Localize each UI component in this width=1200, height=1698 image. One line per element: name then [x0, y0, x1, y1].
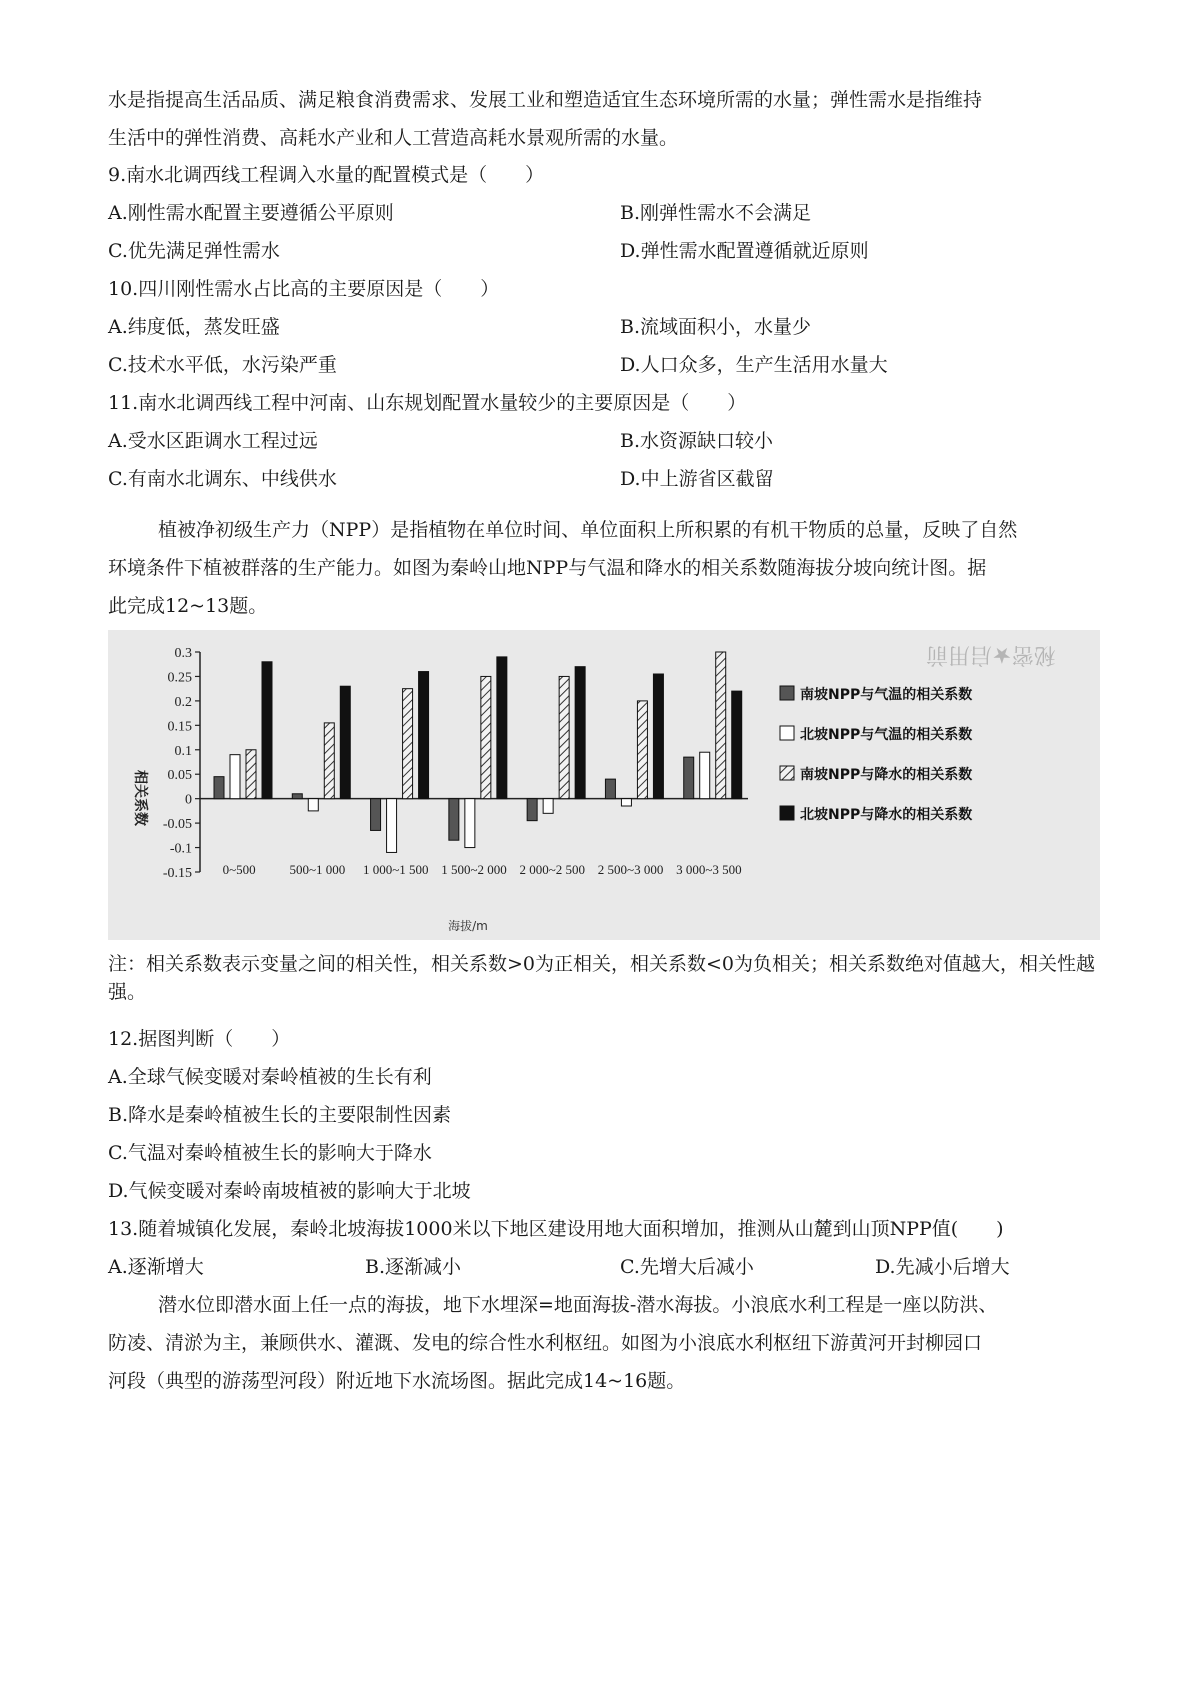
bar-s4-25003000: [653, 674, 663, 799]
x-tick-label: 2 500~3 000: [597, 862, 664, 877]
passage2-line-1: 植被净初级生产力（NPP）是指植物在单位时间、单位面积上所积累的有机干物质的总量，反映了自然: [158, 519, 1018, 541]
q13-option-a[interactable]: A.逐渐增大: [108, 1256, 204, 1278]
y-tick-label: -0.1: [169, 841, 192, 857]
x-tick-label: 500~1 000: [289, 862, 346, 877]
y-tick-label: 0.15: [167, 719, 192, 735]
q12-stem: 12.据图判断（ ）: [108, 1028, 291, 1050]
x-tick-label: 2 000~2 500: [519, 862, 586, 877]
bar-s1-25003000: [605, 779, 615, 799]
q9-option-d[interactable]: D.弹性需水配置遵循就近原则: [620, 240, 869, 262]
npp-correlation-chart: [108, 630, 1100, 940]
chart-note: 注：相关系数表示变量之间的相关性，相关系数>0为正相关，相关系数<0为负相关；相关系数绝对值越大，相关性越强。: [108, 953, 1096, 1003]
x-tick-label: 3 000~3 500: [676, 862, 742, 877]
x-tick-label: 1 500~2 000: [441, 862, 507, 877]
y-tick-label: 0.1: [174, 743, 192, 759]
bar-s4-10001500: [419, 672, 429, 799]
bar-s3-5001000: [324, 723, 334, 799]
q9-option-b[interactable]: B.刚弹性需水不会满足: [620, 202, 812, 224]
bar-s2-15002000: [465, 799, 475, 848]
x-tick-label: 1 000~1 500: [362, 862, 429, 877]
bar-s3-10001500: [403, 689, 413, 799]
legend-swatch-4: [780, 806, 794, 820]
passage3-line-2: 防凌、清淤为主，兼顾供水、灌溉、发电的综合性水利枢纽。如图为小浪底水利枢纽下游黄河开封柳园口: [108, 1332, 983, 1354]
bar-s1-20002500: [527, 799, 537, 821]
y-tick-label: -0.05: [162, 817, 192, 833]
bar-s2-5001000: [308, 799, 318, 811]
bar-s4-0500: [262, 662, 272, 799]
q12-option-b[interactable]: B.降水是秦岭植被生长的主要限制性因素: [108, 1104, 452, 1126]
q9-option-a[interactable]: A.刚性需水配置主要遵循公平原则: [108, 202, 394, 224]
q12-option-d[interactable]: D.气候变暖对秦岭南坡植被的影响大于北坡: [108, 1180, 471, 1202]
bar-s2-20002500: [543, 799, 553, 814]
legend-label-1: 南坡NPP与气温的相关系数: [800, 687, 973, 703]
legend-label-2: 北坡NPP与气温的相关系数: [800, 727, 973, 743]
q11-option-d[interactable]: D.中上游省区截留: [620, 468, 774, 490]
q13-option-b[interactable]: B.逐渐减小: [365, 1256, 462, 1278]
q10-stem: 10.四川刚性需水占比高的主要原因是（ ）: [108, 278, 500, 300]
q13-option-d[interactable]: D.先减小后增大: [875, 1256, 1010, 1278]
y-tick-label: 0.2: [174, 694, 192, 710]
bar-s1-0500: [214, 777, 224, 799]
q10-option-b[interactable]: B.流域面积小，水量少: [620, 316, 812, 338]
y-tick-label: 0.3: [174, 646, 192, 661]
q12-option-c[interactable]: C.气温对秦岭植被生长的影响大于降水: [108, 1142, 432, 1164]
bar-s4-15002000: [497, 657, 507, 799]
x-axis-title: 海拔/m: [448, 919, 488, 933]
y-tick-label: -0.15: [162, 866, 192, 881]
q10-option-c[interactable]: C.技术水平低，水污染严重: [108, 354, 337, 376]
bar-s3-20002500: [559, 676, 569, 798]
bar-s3-25003000: [637, 701, 647, 799]
intro-line-2: 生活中的弹性消费、高耗水产业和人工营造高耗水景观所需的水量。: [108, 127, 679, 149]
q13-option-c[interactable]: C.先增大后减小: [620, 1256, 754, 1278]
q12-option-a[interactable]: A.全球气候变暖对秦岭植被的生长有利: [108, 1066, 432, 1088]
bar-s3-30003500: [716, 652, 726, 799]
y-tick-label: 0: [185, 792, 192, 808]
q9-stem: 9.南水北调西线工程调入水量的配置模式是（ ）: [108, 164, 545, 186]
q10-option-a[interactable]: A.纬度低，蒸发旺盛: [108, 316, 280, 338]
bar-s4-20002500: [575, 667, 585, 799]
q11-option-b[interactable]: B.水资源缺口较小: [620, 430, 774, 452]
passage3-line-3: 河段（典型的游荡型河段）附近地下水流场图。据此完成14~16题。: [108, 1370, 686, 1392]
q10-option-d[interactable]: D.人口众多，生产生活用水量大: [620, 354, 888, 376]
bar-s1-30003500: [684, 757, 694, 799]
bar-s2-25003000: [621, 799, 631, 806]
legend-label-3: 南坡NPP与降水的相关系数: [800, 767, 973, 783]
y-axis-title: 相关系数: [132, 770, 148, 826]
bar-s1-15002000: [449, 799, 459, 841]
q9-option-c[interactable]: C.优先满足弹性需水: [108, 240, 280, 262]
q11-option-c[interactable]: C.有南水北调东、中线供水: [108, 468, 337, 490]
passage3-line-1: 潜水位即潜水面上任一点的海拔，地下水埋深=地面海拔-潜水海拔。小浪底水利工程是一座以防洪、: [158, 1294, 998, 1316]
bar-s4-5001000: [340, 686, 350, 798]
bar-s4-30003500: [732, 691, 742, 799]
legend-label-4: 北坡NPP与降水的相关系数: [800, 807, 973, 823]
bar-s2-10001500: [387, 799, 397, 853]
legend-swatch-1: [780, 686, 794, 700]
q11-stem: 11.南水北调西线工程中河南、山东规划配置水量较少的主要原因是（ ）: [108, 392, 747, 414]
bar-s2-0500: [230, 755, 240, 799]
bar-s3-0500: [246, 750, 256, 799]
q13-stem: 13.随着城镇化发展，秦岭北坡海拔1000米以下地区建设用地大面积增加，推测从山麓到山顶NPP值( ): [108, 1218, 1004, 1240]
chart-svg: [108, 630, 1100, 940]
legend-swatch-2: [780, 726, 794, 740]
q11-option-a[interactable]: A.受水区距调水工程过远: [108, 430, 318, 452]
bar-s3-15002000: [481, 676, 491, 798]
legend-swatch-3: [780, 766, 794, 780]
intro-line-1: 水是指提高生活品质、满足粮食消费需求、发展工业和塑造适宜生态环境所需的水量；弹性需水是指维持: [108, 89, 983, 111]
passage2-line-3: 此完成12~13题。: [108, 595, 268, 617]
bar-s1-5001000: [292, 794, 302, 799]
passage2-line-2: 环境条件下植被群落的生产能力。如图为秦岭山地NPP与气温和降水的相关系数随海拔分坡向统计图。据: [108, 557, 987, 579]
bar-s1-10001500: [371, 799, 381, 831]
y-tick-label: 0.05: [167, 768, 192, 784]
x-tick-label: 0~500: [222, 862, 256, 877]
bar-s2-30003500: [700, 752, 710, 798]
y-tick-label: 0.25: [167, 670, 192, 686]
watermark-text: 秘密★启用前: [926, 642, 1056, 667]
